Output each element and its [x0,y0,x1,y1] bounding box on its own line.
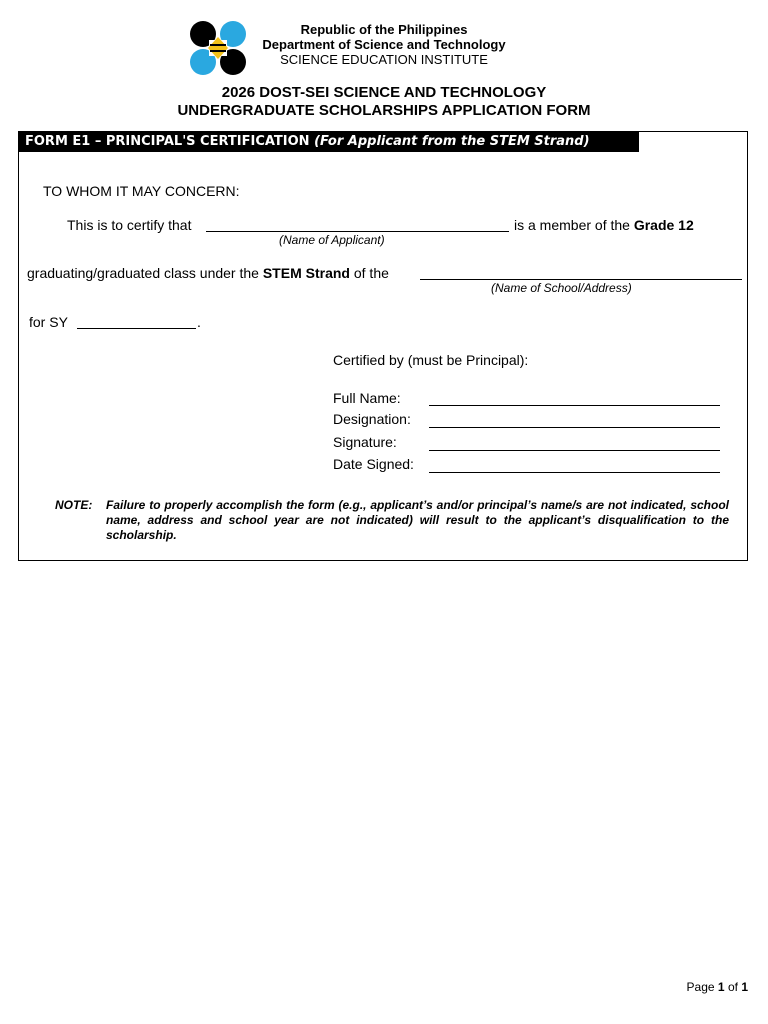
full-name-label: Full Name: [333,390,401,406]
page-number [687,980,748,994]
salutation: TO WHOM IT MAY CONCERN: [43,183,240,199]
applicant-name-caption: (Name of Applicant) [279,233,385,247]
designation-field[interactable] [429,427,720,428]
page-total: 1 [741,980,748,994]
disqualification-note [55,498,729,543]
institute-line: SCIENCE EDUCATION INSTITUTE [280,52,488,67]
page-prefix: Page [686,980,715,994]
strand-text: STEM Strand [262,265,350,281]
page-current: 1 [717,980,725,994]
agency-block [250,22,518,67]
of-the-text: of the [353,265,389,281]
certify-prefix: This is to certify that [67,217,192,233]
form-title [0,84,768,120]
certified-by-label: Certified by (must be Principal): [333,352,529,368]
form-title-line1: 2026 DOST-SEI SCIENCE AND TECHNOLOGY [221,84,547,101]
document-header [0,18,768,78]
date-signed-field[interactable] [429,472,720,473]
form-label: FORM E1 – PRINCIPAL'S CERTIFICATION [25,134,310,149]
applicant-name-field[interactable] [206,231,509,232]
class-line [27,265,389,281]
member-text: is a member of the [514,217,630,233]
date-signed-label: Date Signed: [333,456,414,472]
designation-label: Designation: [333,411,411,427]
full-name-field[interactable] [429,405,720,406]
form-label-bar [19,132,639,152]
signature-label: Signature: [333,434,397,450]
grade-text: Grade 12 [633,217,694,233]
republic-line: Republic of the Philippines [300,22,468,37]
dost-logo-icon [188,20,248,76]
note-text: Failure to properly accomplish the form (e.g., applicant’s and/or principal’s name/s are not indicated, school name, address and school year are not indicated) will result to the applicant’s disqualification to the scholarship. [106,498,729,542]
signature-field[interactable] [429,450,720,451]
sy-label: for SY [29,314,68,330]
note-label: NOTE: [55,498,93,512]
school-year-field[interactable] [77,328,196,329]
class-text: graduating/graduated class under the [27,265,259,281]
form-label-italic: (For Applicant from the STEM Strand) [314,134,590,149]
department-line: Department of Science and Technology [262,37,506,52]
certification-form [18,131,748,561]
form-title-line2: UNDERGRADUATE SCHOLARSHIPS APPLICATION FORM [177,102,591,119]
sy-period: . [197,314,201,330]
school-address-field[interactable] [420,279,742,280]
member-text-line [514,217,694,233]
page-of: of [727,980,738,994]
school-address-caption: (Name of School/Address) [491,281,632,295]
